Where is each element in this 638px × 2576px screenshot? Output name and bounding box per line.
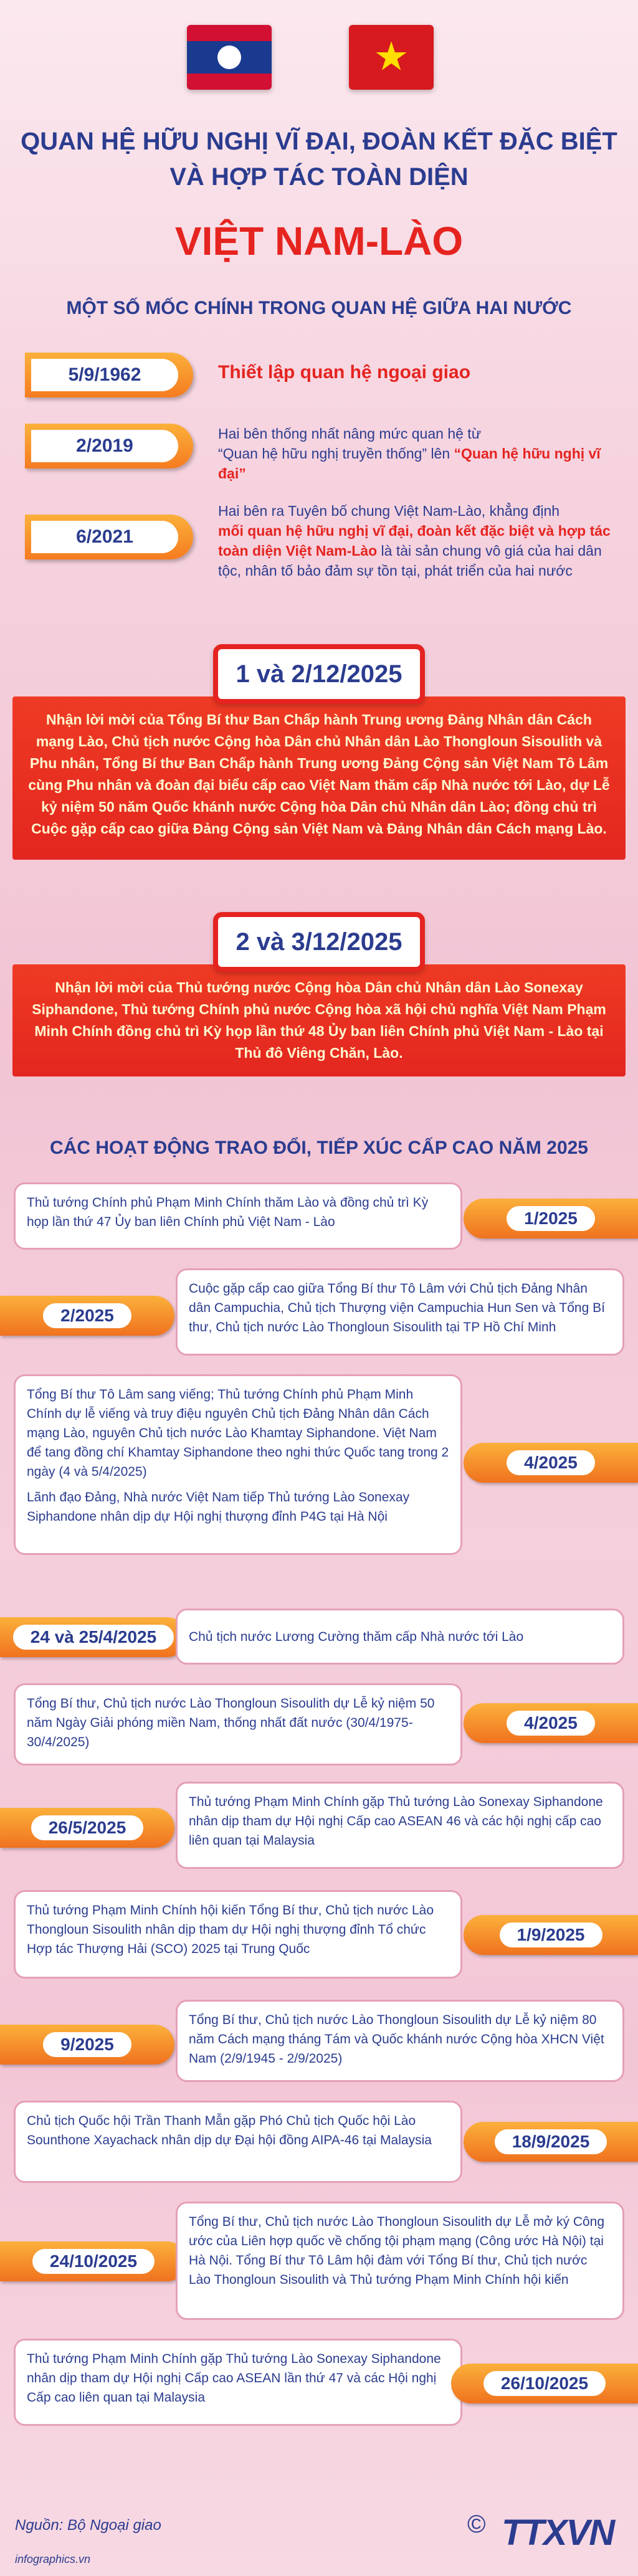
activity-text: Thủ tướng Chính phủ Phạm Minh Chính thăm Lào và đồng chủ trì Kỳ họp lần thứ 47 Ủy ban liên Chính phủ Việt Nam - Lào	[14, 1182, 462, 1250]
ttxvn-logo: TTXVN	[502, 2512, 614, 2553]
activity-text: Chủ tịch nước Lương Cường thăm cấp Nhà nước tới Lào	[176, 1609, 624, 1665]
activity-text: Tổng Bí thư, Chủ tịch nước Lào Thongloun Sisoulith dự Lễ kỷ niệm 80 năm Cách mạng tháng Tám và Quốc khánh nước Cộng hòa XHCN Việt Nam (2/9/1945 - 2/9/2025)	[176, 2000, 624, 2082]
activity-date: 4/2025	[507, 1711, 595, 1736]
activity-date: 18/9/2025	[495, 2129, 607, 2154]
copyright-icon: ©	[467, 2511, 486, 2538]
activity-date-pill	[0, 1296, 174, 1336]
event-description: Nhận lời mời của Thủ tướng nước Cộng hòa Dân chủ Nhân dân Lào Sonexay Siphandone, Thủ tướng Chính phủ nước Cộng hòa xã hội chủ nghĩa Việt Nam Phạm Minh Chính đồng chủ trì Kỳ họp lần thứ 48 Ủy ban liên Chính phủ Việt Nam - Lào tại Thủ đô Viêng Chăn, Lào.	[12, 964, 626, 1077]
milestone-date-pill	[25, 353, 193, 397]
milestone-date-pill	[25, 515, 193, 559]
activity-date-pill	[0, 2241, 187, 2281]
milestone-date-pill	[25, 424, 193, 468]
activity-date: 4/2025	[507, 1450, 595, 1475]
activity-date-pill	[0, 2025, 174, 2065]
activity-date-pill	[464, 1703, 638, 1743]
title-line-3: VIỆT NAM-LÀO	[174, 219, 464, 264]
activity-date-pill	[451, 2364, 638, 2403]
source-credit: Nguồn: Bộ Ngoại giao	[15, 2517, 161, 2534]
activity-date-pill	[0, 1808, 174, 1848]
activity-date: 24/10/2025	[32, 2249, 155, 2274]
activity-date-pill	[464, 2122, 638, 2162]
title-line-1: QUAN HỆ HỮU NGHỊ VĨ ĐẠI, ĐOÀN KẾT ĐẶC BIỆT	[21, 128, 617, 155]
milestone-text: Hai bên thống nhất nâng mức quan hệ từ “Quan hệ hữu nghị truyền thống” lên “Quan hệ hữu nghị vĩ đại”	[218, 425, 601, 482]
activity-date-pill	[464, 1199, 638, 1238]
activity-date-pill	[464, 1915, 638, 1955]
activity-date: 26/10/2025	[483, 2371, 606, 2396]
activity-date-pill	[464, 1443, 638, 1483]
event-description: Nhận lời mời của Tổng Bí thư Ban Chấp hành Trung ương Đảng Nhân dân Cách mạng Lào, Chủ tịch nước Cộng hòa Dân chủ Nhân dân Lào Thongloun Sisoulith và Phu nhân, Tổng Bí thư Ban Chấp hành Trung ương Đảng Cộng sản Việt Nam Tô Lâm cùng Phu nhân và đoàn đại biểu cấp cao Việt Nam thăm cấp Nhà nước tới Lào, dự Lễ kỷ niệm 50 năm Quốc khánh nước Cộng hòa Dân chủ Nhân dân Lào; đồng chủ trì Cuộc gặp cấp cao giữa Đảng Cộng sản Việt Nam và Đảng Nhân dân Cách mạng Lào.	[12, 696, 626, 860]
activity-date-pill	[0, 1617, 187, 1657]
activity-text: Tổng Bí thư, Chủ tịch nước Lào Thongloun Sisoulith dự Lễ kỷ niệm 50 năm Ngày Giải phóng miền Nam, thống nhất đất nước (30/4/1975-30/4/2025)	[14, 1683, 462, 1766]
activity-date: 24 và 25/4/2025	[13, 1625, 174, 1650]
activity-text: Chủ tịch Quốc hội Trần Thanh Mẫn gặp Phó Chủ tịch Quốc hội Lào Sounthone Xayachack nhân dịp dự Đại hội đồng AIPA-46 tại Malaysia	[14, 2101, 462, 2183]
laos-flag-icon	[187, 25, 272, 90]
event-date-banner: 1 và 2/12/2025	[213, 644, 425, 704]
activity-text: Thủ tướng Phạm Minh Chính hội kiến Tổng Bí thư, Chủ tịch nước Lào Thongloun Sisoulith nhân dịp tham dự Hội nghị thượng đỉnh Tổ chức Hợp tác Thượng Hải (SCO) 2025 tại Trung Quốc	[14, 1890, 462, 1979]
activity-text: Thủ tướng Phạm Minh Chính gặp Thủ tướng Lào Sonexay Siphandone nhân dịp tham dự Hội nghị Cấp cao ASEAN 46 và các hội nghị cấp cao liên quan tại Malaysia	[176, 1782, 624, 1869]
activity-date: 26/5/2025	[31, 1815, 144, 1840]
milestone-date: 6/2021	[31, 521, 178, 553]
site-credit: infographics.vn	[15, 2553, 91, 2565]
milestone-date: 2/2019	[31, 430, 178, 462]
activity-date: 1/9/2025	[500, 1922, 602, 1947]
activity-date: 1/2025	[507, 1206, 595, 1231]
activity-date: 2/2025	[43, 1303, 131, 1328]
milestone-text: Hai bên ra Tuyên bố chung Việt Nam-Lào, khẳng định mối quan hệ hữu nghị vĩ đại, đoàn kết đặc biệt và hợp tác toàn diện Việt Nam-Lào là tài sản chung vô giá của hai dân tộc, nhân tố bảo đảm sự tồn tại, phát triển của hai nước	[218, 503, 611, 579]
activity-text: Tổng Bí thư, Chủ tịch nước Lào Thongloun Sisoulith dự Lễ mở ký Công ước của Liên hợp quốc về chống tội phạm mạng (Công ước Hà Nội) tại Hà Nội. Tổng Bí thư Tô Lâm hội đàm với Tổng Bí thư, Chủ tịch nước Lào Thongloun Sisoulith và Thủ tướng Phạm Minh Chính hội kiến	[176, 2202, 624, 2320]
event-date-banner: 2 và 3/12/2025	[213, 912, 425, 972]
activity-text: Cuộc gặp cấp cao giữa Tổng Bí thư Tô Lâm với Chủ tịch Đảng Nhân dân Campuchia, Chủ tịch Thượng viện Campuchia Hun Sen và Tổng Bí thư, Chủ tịch nước Lào Thongloun Sisoulith tại TP Hồ Chí Minh	[176, 1268, 624, 1356]
vietnam-flag-icon: ★	[349, 25, 434, 90]
activity-text: Thủ tướng Phạm Minh Chính gặp Thủ tướng Lào Sonexay Siphandone nhân dịp tham dự Hội nghị Cấp cao ASEAN lần thứ 47 và các Hội nghị Cấp cao liên quan tại Malaysia	[14, 2339, 462, 2426]
milestone-text: Thiết lập quan hệ ngoại giao	[218, 362, 471, 383]
activity-text: Tổng Bí thư Tô Lâm sang viếng; Thủ tướng Chính phủ Phạm Minh Chính dự lễ viếng và truy điệu nguyên Chủ tịch Đảng Nhân dân Cách mạng Lào, nguyên Chủ tịch nước Lào Khamtay Siphandone. Việt Nam để tang đồng chí Khamtay Siphandone theo nghi thức Quốc tang trong 2 ngày (4 và 5/4/2025) Lãnh đạo Đảng, Nhà nước Việt Nam tiếp Thủ tướng Lào Sonexay Siphandone nhân dịp dự Hội nghị thượng đỉnh P4G tại Hà Nội	[14, 1374, 462, 1555]
title-line-2: VÀ HỢP TÁC TOÀN DIỆN	[169, 163, 469, 191]
activity-date: 9/2025	[43, 2032, 131, 2057]
activities-heading: CÁC HOẠT ĐỘNG TRAO ĐỔI, TIẾP XÚC CẤP CAO NĂM 2025	[50, 1138, 588, 1158]
milestone-date: 5/9/1962	[31, 359, 178, 391]
milestones-heading: MỘT SỐ MỐC CHÍNH TRONG QUAN HỆ GIỮA HAI NƯỚC	[66, 298, 572, 318]
